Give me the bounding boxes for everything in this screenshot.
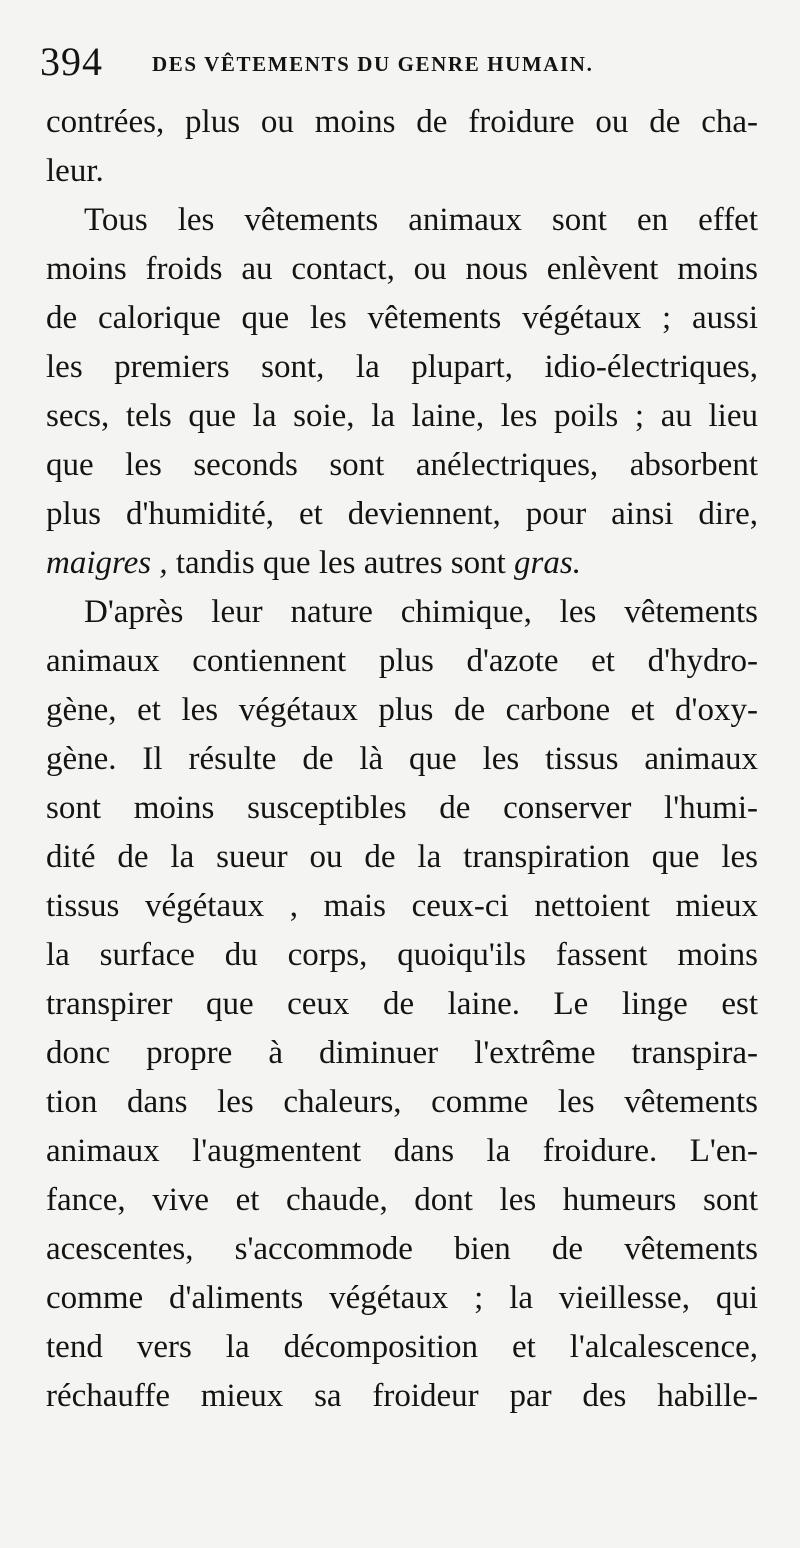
text-line: gène, et les végétaux plus de carbone et d'oxy- — [46, 692, 758, 728]
text-line: leur. — [46, 153, 104, 189]
text-line: animaux l'augmentent dans la froidure. L'en- — [46, 1133, 758, 1169]
text-line: gène. Il résulte de là que les tissus animaux — [46, 741, 758, 777]
text-line-with-italics — [46, 539, 758, 588]
text-line: acescentes, s'accommode bien de vêtements — [46, 1231, 758, 1267]
paragraph-first-line: Tous les vêtements animaux sont en effet — [84, 202, 758, 238]
italic-word-maigres: maigres , — [46, 545, 168, 581]
text-line: moins froids au contact, ou nous enlèvent moins — [46, 251, 758, 287]
text-line: sont moins susceptibles de conserver l'humi- — [46, 790, 758, 826]
text-line: dité de la sueur ou de la transpiration que les — [46, 839, 758, 875]
paragraph-first-line: D'après leur nature chimique, les vêtements — [84, 594, 758, 630]
text-line: donc propre à diminuer l'extrême transpira- — [46, 1035, 758, 1071]
running-head — [40, 40, 760, 84]
page-number: 394 — [40, 39, 103, 84]
text-line: comme d'aliments végétaux ; la vieillesse, qui — [46, 1280, 758, 1316]
text-line: tissus végétaux , mais ceux-ci nettoient mieux — [46, 888, 758, 924]
text-line: contrées, plus ou moins de froidure ou de cha- — [46, 104, 758, 140]
italic-word-gras: gras. — [514, 545, 581, 581]
text-line: que les seconds sont anélectriques, absorbent — [46, 447, 758, 483]
text-line: les premiers sont, la plupart, idio-électriques, — [46, 349, 758, 385]
text-line: la surface du corps, quoiqu'ils fassent moins — [46, 937, 758, 973]
text-line: de calorique que les vêtements végétaux ; aussi — [46, 300, 758, 336]
text-fragment: tandis que les autres sont — [175, 545, 506, 581]
text-line: réchauffe mieux sa froideur par des habille- — [46, 1378, 758, 1414]
text-line: secs, tels que la soie, la laine, les poils ; au lieu — [46, 398, 758, 434]
body-text — [46, 98, 758, 1421]
text-line: plus d'humidité, et deviennent, pour ainsi dire, — [46, 496, 758, 532]
running-title: DES VÊTEMENTS DU GENRE HUMAIN. — [152, 52, 594, 76]
text-line: fance, vive et chaude, dont les humeurs sont — [46, 1182, 758, 1218]
text-line: transpirer que ceux de laine. Le linge est — [46, 986, 758, 1022]
text-line: tend vers la décomposition et l'alcalescence, — [46, 1329, 758, 1365]
text-line: tion dans les chaleurs, comme les vêtements — [46, 1084, 758, 1120]
text-line: animaux contiennent plus d'azote et d'hydro- — [46, 643, 758, 679]
